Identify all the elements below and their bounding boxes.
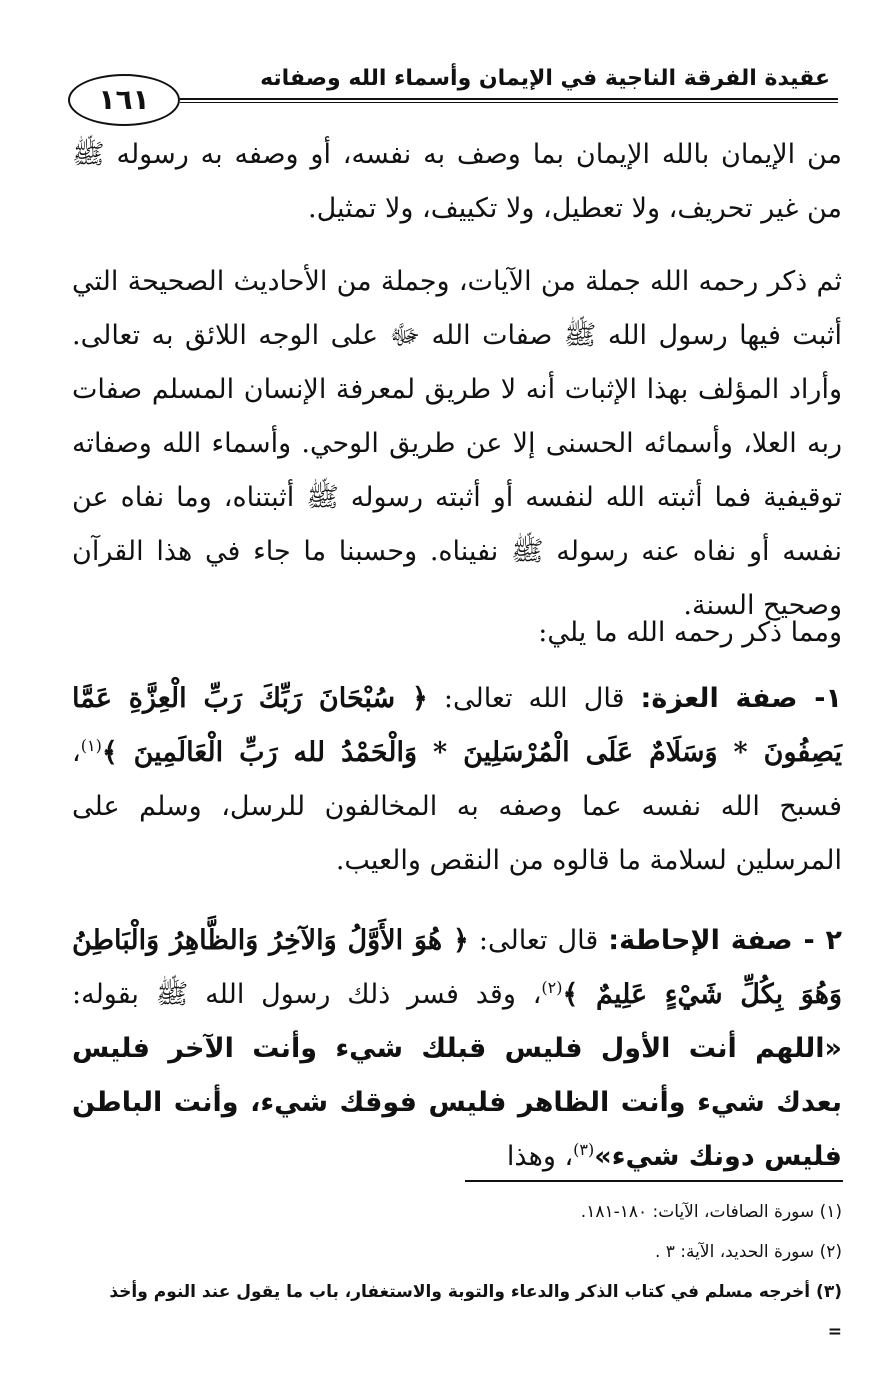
paragraph-text	[72, 672, 842, 888]
paragraph-text: من الإيمان بالله الإيمان بما وصف به نفسه، أو وصفه به رسوله ﷺ من غير تحريف، ولا تعطيل، ولا تكييف، ولا تمثيل.	[72, 139, 842, 224]
section-lead: ١- صفة العزة:	[640, 683, 842, 714]
footnotes	[72, 1192, 842, 1352]
continuation-mark: =	[827, 1322, 842, 1342]
page-number: ١٦١	[68, 74, 180, 126]
body-text: ، وقد فسر ذلك رسول الله ﷺ بقوله:	[72, 979, 542, 1010]
footnote-2: (٢) سورة الحديد، الآية: ٣ .	[654, 1242, 842, 1262]
quran-verse: ﴿ هُوَ الأَوَّلُ وَالآخِرُ وَالظَّاهِرُ وَالْبَاطِنُ وَهُوَ بِكُلِّ شَيْءٍ عَلِيمٌ ﴾	[72, 925, 842, 1010]
footnote-ref[interactable]: (٢)	[541, 978, 563, 997]
paragraph-3	[72, 606, 842, 660]
footnote-ref[interactable]: (١)	[80, 736, 102, 755]
paragraph-attribute-izza	[72, 672, 842, 888]
footnote-separator	[465, 1180, 843, 1182]
body-text: ، فسبح الله نفسه عما وصفه به المخالفون للرسل، وسلم على المرسلين لسلامة ما قالوه من النقص والعيب.	[72, 737, 842, 876]
intro-text: قال الله تعالى:	[427, 683, 641, 714]
paragraph-attribute-ihata	[72, 914, 842, 1184]
paragraph-2	[72, 255, 842, 633]
header-rule-thin	[180, 102, 838, 103]
paragraph-text: ومما ذكر رحمه الله ما يلي:	[538, 617, 842, 648]
footnote-ref[interactable]: (٣)	[573, 1140, 595, 1159]
paragraph-text	[72, 914, 842, 1184]
hadith-quote: «اللهم أنت الأول فليس قبلك شيء وأنت الآخر فليس بعدك شيء وأنت الظاهر فليس فوقك شيء، وأنت الباطن فليس دونك شيء»	[72, 1033, 842, 1172]
paragraph-text: ثم ذكر رحمه الله جملة من الآيات، وجملة من الأحاديث الصحيحة التي أثبت فيها رسول الله ﷺ صفات الله ﷻ على الوجه اللائق به تعالى. وأراد المؤلف بهذا الإثبات أنه لا طريق لمعرفة الإنسان المسلم صفات ربه العلا، وأسمائه الحسنى إلا عن طريق الوحي. وأسماء الله وصفاته توقيفية فما أثبته الله لنفسه أو أثبته رسوله ﷺ أثبتناه، وما نفاه عن نفسه أو نفاه عنه رسوله ﷺ نفيناه. وحسبنا ما جاء في هذا القرآن وصحيح السنة.	[72, 266, 843, 621]
footnote-1: (١) سورة الصافات، الآيات: ١٨٠-١٨١.	[580, 1202, 842, 1222]
running-header	[60, 58, 850, 116]
paragraph-1	[72, 128, 842, 236]
running-title: عقيدة الفرقة الناجية في الإيمان وأسماء الله وصفاته	[260, 66, 830, 91]
section-lead: ٢ - صفة الإحاطة:	[608, 925, 842, 956]
header-rule	[180, 98, 838, 100]
body-text: ، وهذا	[506, 1141, 574, 1172]
quran-verse: ﴿ سُبْحَانَ رَبِّكَ رَبِّ الْعِزَّةِ عَمَّا يَصِفُونَ * وَسَلَامٌ عَلَى الْمُرْسَلِينَ * وَالْحَمْدُ لله رَبِّ الْعَالَمِينَ ﴾	[72, 683, 842, 768]
intro-text: قال تعالى:	[468, 925, 609, 956]
footnote-3: (٣) أخرجه مسلم في كتاب الذكر والدعاء والتوبة والاستغفار، باب ما يقول عند النوم وأخذ	[109, 1282, 842, 1302]
